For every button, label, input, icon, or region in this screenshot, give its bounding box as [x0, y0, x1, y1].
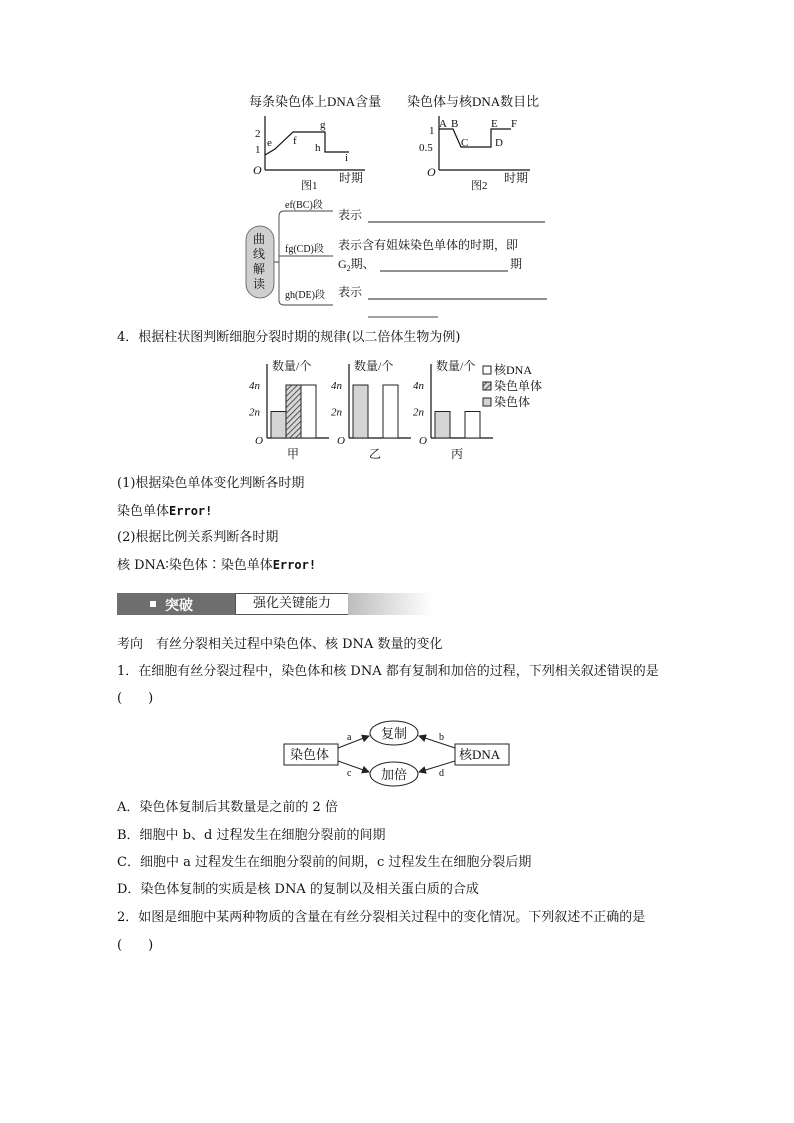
rule-2	[117, 503, 212, 520]
bar-chart-1-ylabel: 数量/个	[272, 359, 312, 373]
fig1-origin: O	[253, 163, 262, 177]
row1-text: 表示	[338, 208, 363, 222]
q2-stem: 2．如图是细胞中某两种物质的含量在有丝分裂相关过程中的变化情况。下列叙述不正确的是	[117, 910, 646, 925]
rule-3: (2)根据比例关系判断各时期	[117, 530, 279, 545]
legend-swatch	[483, 382, 491, 390]
banner-square-icon	[150, 601, 156, 607]
row3-tag: gh(DE)段	[285, 290, 325, 301]
bar-chart-1-tick: 4n	[249, 380, 260, 392]
bar-1-染色单体	[286, 385, 301, 438]
bar-chart-1-name: 甲	[287, 447, 300, 461]
bar-chart-2-tick: 2n	[331, 406, 342, 419]
bar-chart-2-tick: 4n	[331, 380, 342, 392]
legend-item: 核DNA	[494, 363, 532, 377]
row1-tag: ef(BC)段	[285, 200, 323, 211]
bar-1-核DNA	[301, 385, 316, 438]
q2-paren: ( )	[117, 938, 154, 953]
bar-chart-2-origin: O	[337, 435, 345, 447]
reading-char-2: 线	[253, 247, 266, 261]
fig2-tick-1: 1	[429, 125, 435, 137]
q1-paren: ( )	[117, 691, 154, 706]
bar-chart-3-ylabel: 数量/个	[436, 359, 476, 373]
bar-3-染色体	[435, 412, 450, 439]
fig2-point-C: C	[461, 137, 469, 149]
bar-chart-1-tick: 2n	[249, 406, 260, 419]
bar-2-核DNA	[383, 385, 398, 438]
label-d: d	[439, 768, 444, 779]
row2-end: 期	[510, 257, 523, 271]
bar-chart-2-name: 乙	[369, 447, 382, 461]
label-b: b	[439, 732, 444, 743]
fig2-xaxis-label: 时期	[504, 171, 529, 185]
bar-chart-2-ylabel: 数量/个	[354, 359, 394, 373]
fig1-point-g: g	[320, 119, 326, 131]
rule-4	[117, 557, 316, 574]
bar-chart-3-origin: O	[419, 435, 427, 447]
figure-1	[245, 92, 380, 190]
banner-fade	[348, 593, 432, 615]
fig1-point-i: i	[345, 152, 349, 164]
arrow-a	[338, 736, 369, 748]
fig1-tick-1: 1	[255, 144, 261, 156]
fig1-point-h: h	[315, 142, 321, 154]
fig1-xaxis-label: 时期	[339, 171, 364, 185]
arrow-d	[419, 761, 455, 772]
legend-swatch	[483, 398, 491, 406]
diagram-top-text: 复制	[381, 726, 408, 741]
fig2-point-D: D	[495, 137, 503, 149]
q1-option-a: A．染色体复制后其数量是之前的 2 倍	[117, 800, 338, 815]
legend-item: 染色体	[494, 395, 531, 409]
fig2-point-A: A	[439, 118, 447, 130]
figure-2	[405, 92, 540, 190]
fig2-point-B: B	[451, 118, 459, 130]
rule-2-error: Error!	[169, 504, 213, 518]
label-c: c	[347, 768, 352, 779]
fig1-curve	[265, 132, 349, 155]
bar-chart-3-tick: 2n	[413, 406, 424, 419]
arrow-c	[338, 761, 369, 772]
q1-stem: 1．在细胞有丝分裂过程中，染色体和核 DNA 都有复制和加倍的过程，下列相关叙述错误的是	[117, 664, 659, 679]
curve-reading	[243, 198, 553, 320]
row2-tag: fg(CD)段	[285, 244, 324, 255]
banner-tag-text: 突破	[165, 598, 193, 614]
bar-charts	[245, 352, 565, 464]
fig1-point-f: f	[293, 135, 297, 147]
fig2-title: 染色体与核DNA数目比	[407, 94, 540, 109]
legend-item: 染色单体	[494, 379, 543, 393]
rule-1: (1)根据染色单体变化判断各时期	[117, 476, 305, 491]
q1-option-c: C．细胞中 a 过程发生在细胞分裂前的间期，c 过程发生在细胞分裂后期	[117, 855, 532, 870]
bar-3-核DNA	[465, 412, 480, 439]
banner-label: 强化关键能力	[235, 593, 349, 615]
fig1-point-e: e	[267, 137, 272, 149]
bar-2-染色体	[353, 385, 368, 438]
q1-option-d: D．染色体复制的实质是核 DNA 的复制以及相关蛋白质的合成	[117, 882, 479, 897]
fig1-title: 每条染色体上DNA含量	[249, 94, 382, 109]
diagram-right-text: 核DNA	[459, 747, 501, 762]
section-banner	[117, 593, 432, 615]
reading-char-3: 解	[253, 262, 266, 276]
fig1-caption: 图1	[301, 180, 318, 192]
fig2-origin: O	[427, 165, 436, 179]
diagram-left-text: 染色体	[290, 747, 330, 762]
item4-title: 4．根据柱状图判断细胞分裂时期的规律(以二倍体生物为例)	[117, 330, 461, 345]
reading-char-4: 读	[253, 277, 266, 291]
fig2-point-F: F	[511, 118, 518, 130]
arrow-b	[419, 736, 455, 748]
fig2-point-E: E	[491, 118, 498, 130]
bar-chart-3-tick: 4n	[413, 380, 424, 392]
fig2-tick-05: 0.5	[419, 142, 433, 154]
row3-text: 表示	[338, 285, 363, 299]
rule-2-text: 染色单体	[117, 504, 170, 519]
fig2-caption: 图2	[471, 180, 488, 192]
fig1-tick-2: 2	[255, 128, 261, 140]
banner-tag	[117, 593, 235, 615]
label-a: a	[347, 732, 352, 743]
row2-text2: $G_2$期、	[338, 257, 375, 273]
rule-4-text: 核 DNA∶染色体∶染色单体	[117, 558, 273, 573]
reading-char-1: 曲	[253, 232, 266, 246]
q1-diagram	[283, 718, 513, 790]
rule-4-error: Error!	[272, 558, 317, 572]
bar-chart-3-name: 丙	[451, 447, 464, 461]
bar-chart-1-origin: O	[255, 435, 263, 447]
section-title: 考向 有丝分裂相关过程中染色体、核 DNA 数量的变化	[117, 637, 443, 652]
diagram-bottom-text: 加倍	[381, 767, 408, 782]
q1-option-b: B．细胞中 b、d 过程发生在细胞分裂前的间期	[117, 828, 386, 843]
row2-text1: 表示含有姐妹染色单体的时期，即	[338, 238, 519, 252]
bar-1-染色体	[271, 412, 286, 439]
legend-swatch	[483, 366, 491, 374]
